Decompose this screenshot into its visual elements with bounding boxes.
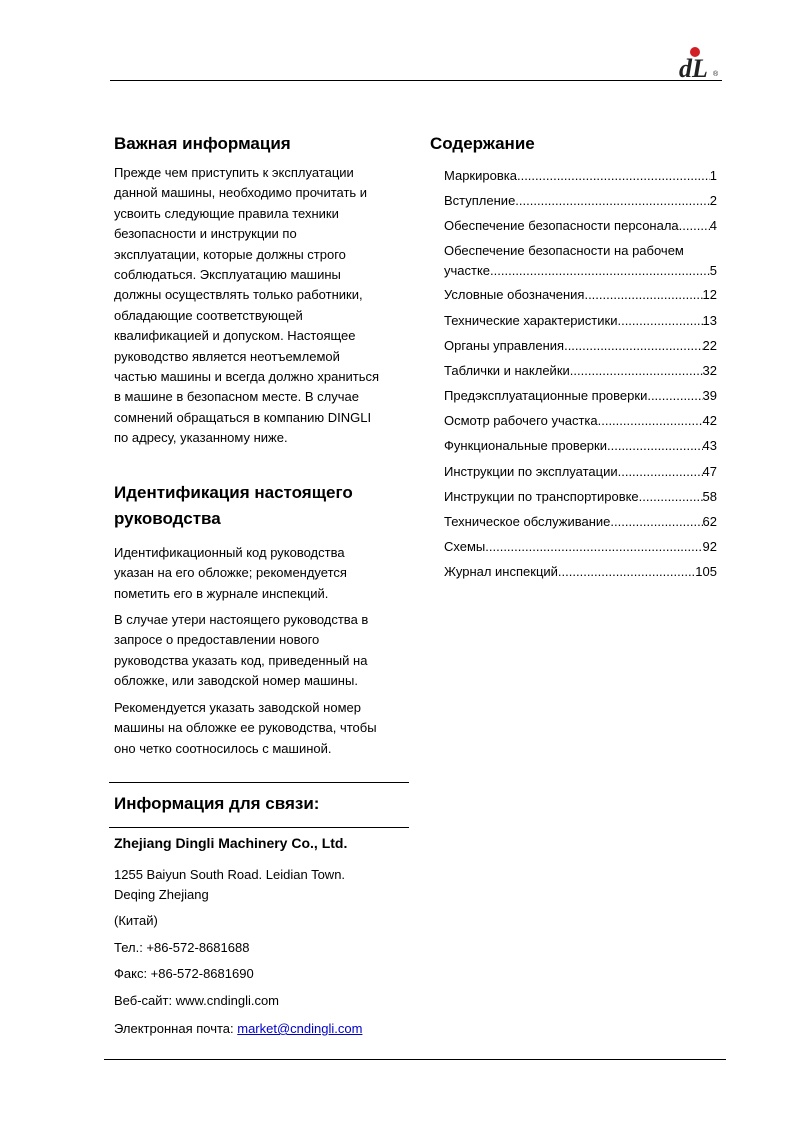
text-line: пометить его в журнале инспекций. xyxy=(114,585,329,601)
text-line: усвоить следующие правила техники xyxy=(114,205,339,221)
dingli-logo-icon xyxy=(675,44,723,80)
toc-entry[interactable]: Маркировка ..... 1 xyxy=(444,166,717,186)
address-line-1: 1255 Baiyun South Road. Leidian Town. xyxy=(114,867,346,882)
text-line: В случае утери настоящего руководства в xyxy=(114,612,369,627)
website: Веб-сайт: www.cndingli.com xyxy=(114,993,280,1008)
text-line: Идентификационный код руководства xyxy=(114,545,345,560)
contact-top-rule xyxy=(109,782,409,783)
toc-entry[interactable]: Обеспечение безопасности персонала ..... 4 xyxy=(444,216,717,236)
toc-entry[interactable]: Обеспечение безопасности на рабочем участке ..... 5 xyxy=(444,241,717,281)
country: (Китай) xyxy=(114,913,158,928)
text-line: обложке, или заводской номер машины. xyxy=(114,673,358,689)
text-line: указан на его обложке; рекомендуется xyxy=(114,565,347,581)
email-row xyxy=(114,1019,362,1039)
text-line: сомнений обращаться в компанию DINGLI xyxy=(114,409,372,425)
text-line: Прежде чем приступить к эксплуатации xyxy=(114,165,354,180)
text-line: по адресу, указанному ниже. xyxy=(114,430,288,446)
text-line: квалификацией и допуском. Настоящее xyxy=(114,328,356,344)
text-line: соблюдаться. Эксплуатацию машины xyxy=(114,267,341,283)
text-line: оно четко соотносилось с машиной. xyxy=(114,740,332,756)
text-line: руководство является неотъемлемой xyxy=(114,348,340,364)
identification-paragraph-2 xyxy=(114,610,404,692)
text-line: эксплуатации, которые должны строго xyxy=(114,246,346,262)
fax: Факс: +86-572-8681690 xyxy=(114,966,254,981)
toc-entry[interactable]: Схемы ..... 92 xyxy=(444,537,717,557)
text-line: машины на обложке ее руководства, чтобы xyxy=(114,720,377,736)
contact-title: Информация для связи: xyxy=(114,794,320,813)
toc-entry[interactable]: Таблички и наклейки ..... 32 xyxy=(444,361,717,381)
text-line: должны осуществлять только работники, xyxy=(114,287,363,303)
text-line: обладающие соответствующей xyxy=(114,307,303,323)
toc-entry[interactable]: Условные обозначения ..... 12 xyxy=(444,285,717,305)
toc-entry[interactable]: Предэксплуатационные проверки ..... 39 xyxy=(444,386,717,406)
important-body xyxy=(114,163,404,449)
identification-paragraph-1 xyxy=(114,543,404,604)
header-rule xyxy=(110,80,722,81)
toc-entry[interactable]: Инструкции по транспортировке ..... 58 xyxy=(444,487,717,507)
text-line: в машине в безопасном месте. В случае xyxy=(114,389,359,405)
text-line: руководства указать код, приведенный на xyxy=(114,652,368,668)
text-line: Рекомендуется указать заводской номер xyxy=(114,700,361,715)
toc-entry[interactable]: Осмотр рабочего участка ..... 42 xyxy=(444,411,717,431)
identification-title: Идентификация настоящего руководства xyxy=(114,483,353,528)
text-line: безопасности и инструкции по xyxy=(114,226,297,242)
toc-entry[interactable]: Журнал инспекций ..... 105 xyxy=(444,562,717,582)
toc-entry[interactable]: Функциональные проверки ..... 43 xyxy=(444,436,717,456)
svg-text:dL: dL xyxy=(679,54,708,80)
toc-entry[interactable]: Органы управления ..... 22 xyxy=(444,336,717,356)
text-line: частью машины и всегда должно храниться xyxy=(114,369,380,385)
important-title: Важная информация xyxy=(114,134,291,153)
text-line: данной машины, необходимо прочитать и xyxy=(114,185,368,201)
identification-paragraph-3 xyxy=(114,698,404,759)
contact-bottom-rule xyxy=(109,827,409,828)
toc-entry[interactable]: Вступление ..... 2 xyxy=(444,191,717,211)
toc-title: Содержание xyxy=(430,134,535,153)
toc-entry[interactable]: Инструкции по эксплуатации ..... 47 xyxy=(444,462,717,482)
text-line: запросе о предоставлении нового xyxy=(114,632,320,648)
footer-rule xyxy=(104,1059,726,1060)
email-link[interactable]: market@cndingli.com xyxy=(237,1021,363,1036)
toc-entry[interactable]: Технические характеристики ..... 13 xyxy=(444,311,717,331)
toc-entry[interactable]: Техническое обслуживание ..... 62 xyxy=(444,512,717,532)
email-label: Электронная почта: xyxy=(114,1021,238,1036)
address-line-2: Deqing Zhejiang xyxy=(114,887,209,902)
phone: Тел.: +86-572-8681688 xyxy=(114,940,250,955)
company-name: Zhejiang Dingli Machinery Co., Ltd. xyxy=(114,835,348,851)
svg-text:®: ® xyxy=(713,71,719,78)
